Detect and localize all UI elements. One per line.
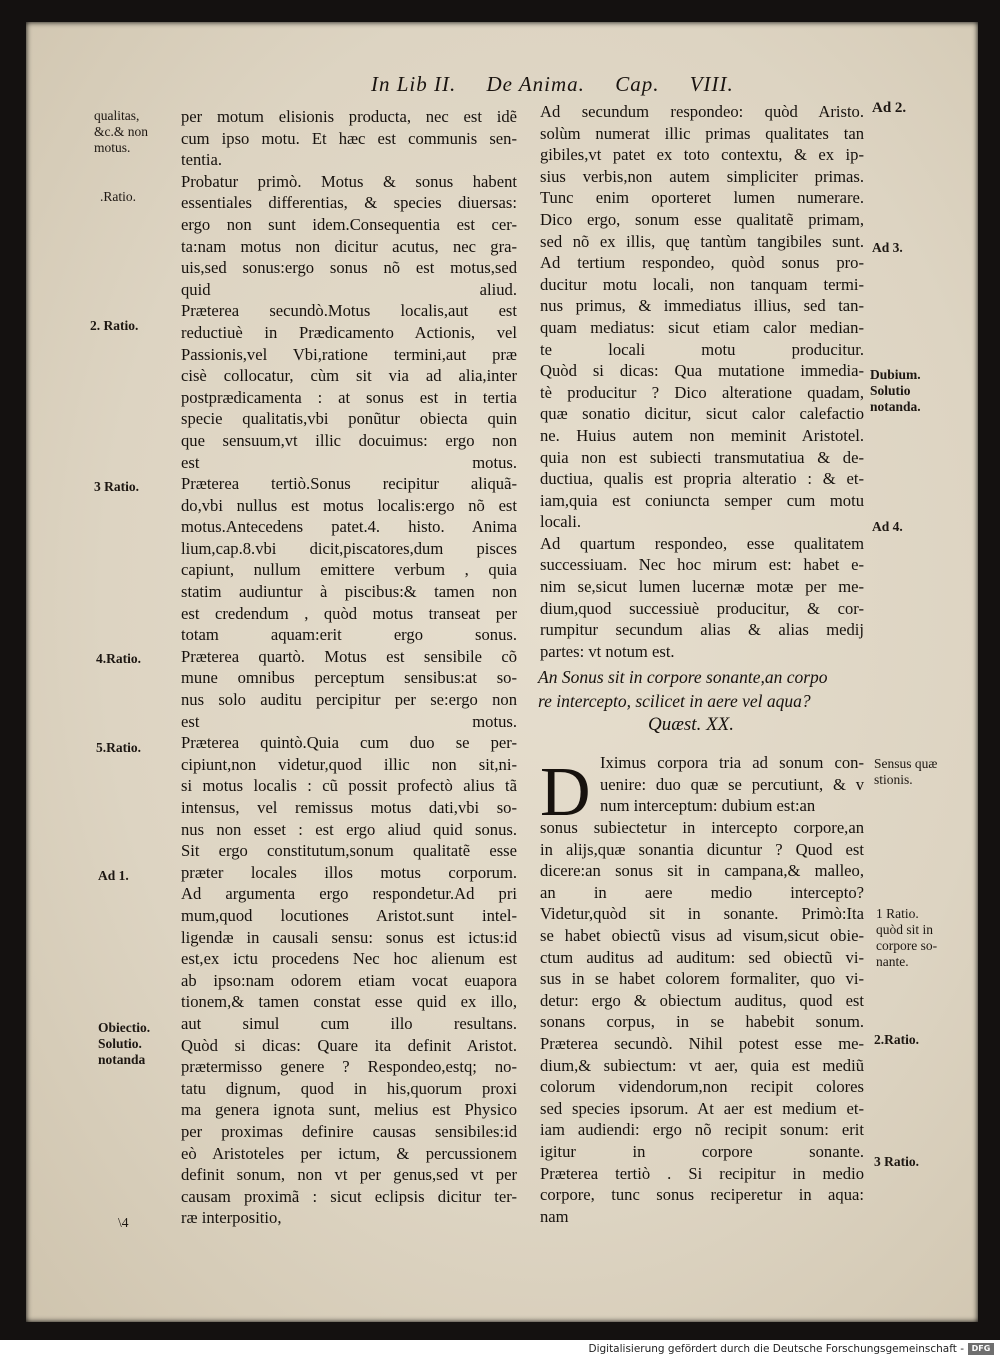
margin-note-sensus bbox=[874, 756, 937, 788]
margin-note-line: nante. bbox=[876, 954, 909, 969]
text-line: lium,cap.8.vbi dicit,piscatores,dum pisces bbox=[181, 538, 517, 558]
text-line: sonans corpus, in se habebit sonum. bbox=[540, 1012, 864, 1032]
text-line: cipiunt,non videtur,quod illic non sit,ni- bbox=[181, 754, 517, 774]
text-line: ab ipso:nam odorem etiam vocat euapora bbox=[181, 970, 517, 990]
margin-note-line: Obiectio. bbox=[98, 1020, 151, 1035]
text-line: que sensuum,vt illic docuimus: ergo non bbox=[181, 430, 517, 450]
footer-credit: Digitalisierung gefördert durch die Deutsche Forschungsgemeinschaft - bbox=[588, 1343, 964, 1355]
book-page bbox=[26, 22, 978, 1322]
question-title-line-1: An Sonus sit in corpore sonante,an corpo bbox=[538, 667, 828, 687]
margin-note-obiectio bbox=[98, 1020, 150, 1068]
right-text-column-bottom bbox=[540, 817, 864, 1227]
text-line: tatu dignum, quod in his,quorum proxi bbox=[181, 1078, 517, 1098]
margin-note-line: corpore so- bbox=[876, 938, 938, 953]
text-line: Ad tertium respondeo, quòd sonus pro- bbox=[540, 253, 864, 273]
text-line: quid aliud. bbox=[181, 279, 517, 299]
text-line: præter locales illos motus corporum. bbox=[181, 862, 517, 882]
text-line: causam proximã : sicut eclipsis dicitur ter- bbox=[181, 1186, 517, 1206]
margin-note-ratio-1 bbox=[876, 906, 937, 970]
text-line: Ad quartum respondeo, esse qualitatem bbox=[540, 533, 864, 553]
text-line: totam aquam:erit ergo sonus. bbox=[181, 625, 517, 645]
text-line: ligendæ in causali sensu: sonus est ictus:id bbox=[181, 927, 517, 947]
dfg-logo: DFG bbox=[968, 1343, 994, 1355]
text-line: nim se,sicut lumen lucernæ motæ per me- bbox=[540, 577, 864, 597]
text-line: iam,quia est coniuncta semper cum motu bbox=[540, 490, 864, 510]
text-line: quæ sonatio dicitur, sicut calor calefactio bbox=[540, 404, 864, 424]
text-line: an in aere medio intercepto? bbox=[540, 882, 864, 902]
text-line: gibiles,vt patet ex toto contextu, & ex ip- bbox=[540, 145, 864, 165]
question-number: Quæst. XX. bbox=[648, 714, 735, 735]
page-signature-mark: \4 bbox=[118, 1215, 129, 1230]
margin-note-line: Sensus quæ bbox=[874, 756, 938, 771]
text-line: corpore, tunc sonus reciperetur in aqua: bbox=[540, 1185, 864, 1205]
text-line: Tunc enim oporteret lumen numerare. bbox=[540, 188, 864, 208]
margin-ad-2: Ad 2. bbox=[872, 100, 907, 116]
text-line: tè producitur ? Dico alteratione quadam, bbox=[540, 382, 864, 402]
right-text-column-top bbox=[540, 101, 864, 662]
text-line: mum,quod locutiones Aristot.sunt intel- bbox=[181, 905, 517, 925]
text-line: aut simul cum illo resultans. bbox=[181, 1013, 517, 1033]
text-line: Præterea secundò. Nihil potest esse me- bbox=[540, 1033, 864, 1053]
text-line: specie qualitatis,vbi ponũtur obiecta quin bbox=[181, 409, 517, 429]
margin-ad-1: Ad 1. bbox=[98, 868, 129, 883]
text-line: Quòd si dicas: Quare ita definit Aristot. bbox=[181, 1035, 517, 1055]
right-text-column-intro bbox=[600, 752, 864, 817]
text-line: ma genera ignota sunt, melius est Physico bbox=[181, 1100, 517, 1120]
margin-note-qualitas bbox=[94, 108, 148, 156]
header-chapter: Cap. bbox=[615, 72, 660, 96]
text-line: Passionis,vel Vbi,ratione termini,aut præ bbox=[181, 344, 517, 364]
margin-ad-3: Ad 3. bbox=[872, 240, 903, 255]
text-line: eò Aristoteles per ictum, & percussionem bbox=[181, 1143, 517, 1163]
text-line: uis,sed sonus:ergo sonus nõ est motus,sed bbox=[181, 258, 517, 278]
text-line: Videtur,quòd sit in sonante. Primò:Ita bbox=[540, 904, 864, 924]
margin-note-line: notanda bbox=[98, 1052, 146, 1067]
margin-note-line: &c.& non bbox=[94, 124, 148, 139]
text-line: sius verbis,non autem simpliciter primas. bbox=[540, 166, 864, 186]
text-line: Præterea tertiò.Sonus recipitur aliquã- bbox=[181, 474, 517, 494]
text-line: essentiales differentias, & species diuersas: bbox=[181, 193, 517, 213]
text-line: detur: ergo & obiectum auditus, quod est bbox=[540, 990, 864, 1010]
text-line: locali. bbox=[540, 512, 582, 532]
text-line: Sit ergo constitutum,sonum qualitatẽ esse bbox=[181, 841, 517, 861]
text-line: per motum elisionis producta, nec est idẽ bbox=[181, 107, 517, 126]
text-line: sonus subiectetur in intercepto corpore,an bbox=[540, 818, 864, 837]
text-line: capiunt, nullum emittere verbum , quia bbox=[181, 560, 517, 580]
text-line: uenire: duo quæ se percutiunt, & v bbox=[600, 774, 864, 794]
margin-note-line: Solutio. bbox=[98, 1036, 142, 1051]
margin-note-line: stionis. bbox=[874, 772, 913, 787]
left-text-column bbox=[181, 106, 517, 1229]
text-line: statim audiuntur à piscibus:& tamen non bbox=[181, 582, 517, 602]
text-line: Quòd si dicas: Qua mutatione immedia- bbox=[540, 361, 864, 381]
margin-ratio-1: .Ratio. bbox=[100, 189, 136, 204]
text-line: in alijs,quæ sonantia dicuntur ? Quod est bbox=[540, 839, 864, 859]
text-line: quia non est subiecti transmutatiua & de- bbox=[540, 447, 864, 467]
margin-note-line: 1 Ratio. bbox=[876, 906, 919, 921]
margin-note-line: Solutio bbox=[870, 383, 911, 398]
text-line: Dico ergo, sonum esse qualitatẽ primam, bbox=[540, 209, 864, 229]
text-line: ta:nam motus non dicitur acutus, nec gra- bbox=[181, 236, 517, 256]
text-line: ctum auditus ad auditum: sed obiectũ vi- bbox=[540, 947, 864, 967]
margin-ratio-3: 3 Ratio. bbox=[94, 479, 139, 494]
drop-capital: D bbox=[540, 754, 591, 831]
text-line: partes: vt notum est. bbox=[540, 641, 675, 661]
text-line: Iximus corpora tria ad sonum con- bbox=[600, 753, 864, 772]
text-line: sed species ipsorum. At aer est medium et- bbox=[540, 1098, 864, 1118]
margin-note-line: quòd sit in bbox=[876, 922, 934, 937]
margin-ad-4: Ad 4. bbox=[872, 519, 903, 534]
text-line: ducitur motu locali, non tanquam termi- bbox=[540, 274, 864, 294]
text-line: cum ipso motu. Et hæc est communis sen- bbox=[181, 128, 517, 148]
text-line: do,vbi nullus est motus localis:ergo nõ est bbox=[181, 495, 517, 515]
text-line: est,ex ictu procedens Nec hoc alienum est bbox=[181, 949, 517, 969]
text-line: mune omnibus perceptum sensibus:at so- bbox=[181, 668, 517, 688]
text-line: dium,& subiectum: vt aer, quia est mediũ bbox=[540, 1055, 864, 1075]
text-line: nus primus, & immediatus illius, sed tan- bbox=[540, 296, 864, 316]
text-line: colorum videndorum,non recipit colores bbox=[540, 1077, 864, 1097]
running-header bbox=[371, 72, 758, 97]
text-line: se habet obiectũ visus ad visum,sicut obie- bbox=[540, 925, 864, 945]
text-line: si motus localis : cũ possit profectò alius tã bbox=[181, 776, 517, 796]
text-line: Præterea quartò. Motus est sensibile cõ bbox=[181, 646, 517, 666]
margin-note-line: qualitas, bbox=[94, 108, 140, 123]
margin-ratio-2: 2. Ratio. bbox=[90, 318, 139, 333]
text-line: reductiuè in Prædicamento Actionis, vel bbox=[181, 322, 517, 342]
footer-bar bbox=[0, 1340, 1000, 1358]
margin-ratio-3-right: 3 Ratio. bbox=[874, 1154, 919, 1169]
margin-note-dubium bbox=[870, 367, 921, 415]
text-line: ræ interpositio, bbox=[181, 1208, 282, 1228]
text-line: per proximas definire causas sensibiles:id bbox=[181, 1121, 517, 1141]
header-chapter-number: VIII. bbox=[689, 72, 734, 96]
text-line: solùm numerat illic primas qualitates tan bbox=[540, 123, 864, 143]
text-line: ergo non sunt idem.Consequentia est cer- bbox=[181, 214, 517, 234]
text-line: Ad secundum respondeo: quòd Aristo. bbox=[540, 102, 864, 121]
margin-ratio-5: 5.Ratio. bbox=[96, 740, 141, 755]
text-line: prætermisso genere ? Respondeo,estq; no- bbox=[181, 1057, 517, 1077]
margin-ratio-2-right: 2.Ratio. bbox=[874, 1032, 919, 1047]
text-line: Ad argumenta ergo respondetur.Ad pri bbox=[181, 884, 517, 904]
text-line: te locali motu producitur. bbox=[540, 339, 864, 359]
text-line: ductiua, qualis est propria alteratio : & et- bbox=[540, 469, 864, 489]
text-line: sus in se habet colorem formaliter, quo vi- bbox=[540, 969, 864, 989]
text-line: est motus. bbox=[181, 452, 517, 472]
question-title-line-2: re intercepto, scilicet in aere vel aqua? bbox=[538, 691, 811, 711]
text-line: nus solo auditu percipitur per se:ergo non bbox=[181, 690, 517, 710]
question-title bbox=[538, 665, 868, 737]
text-line: nus non esset : est ergo aliud quid sonus. bbox=[181, 819, 517, 839]
text-line: est motus. bbox=[181, 711, 517, 731]
text-line: postprædicamenta : at sonus est in tertia bbox=[181, 387, 517, 407]
text-line: sed nõ ex illis, quę tantùm tangibiles sunt. bbox=[540, 231, 864, 251]
margin-ratio-4: 4.Ratio. bbox=[96, 651, 141, 666]
text-line: iam audiendi: ergo nõ recipit sonum: erit bbox=[540, 1120, 864, 1140]
text-line: nam bbox=[540, 1206, 569, 1226]
text-line: definit sonum, non vt per genus,sed vt per bbox=[181, 1165, 517, 1185]
header-title: De Anima. bbox=[486, 72, 585, 96]
text-line: intensus, vel remissus motus dati,vbi so- bbox=[181, 798, 517, 817]
text-line: dicere:an sonus sit in campana,& malleo, bbox=[540, 861, 864, 881]
text-line: Præterea secundò.Motus localis,aut est bbox=[181, 301, 517, 321]
text-line: tentia. bbox=[181, 150, 223, 170]
text-line: igitur in corpore sonante. bbox=[540, 1141, 864, 1161]
text-line: motus.Antecedens patet.4. histo. Anima bbox=[181, 517, 517, 537]
text-line: num interceptum: dubium est:an bbox=[600, 796, 816, 816]
text-line: cisè collocatur, cùm sit via ad alia,inter bbox=[181, 366, 517, 386]
margin-note-line: Dubium. bbox=[870, 367, 921, 382]
margin-note-line: motus. bbox=[94, 140, 131, 155]
text-line: est credendum , quòd motus transeat per bbox=[181, 603, 517, 623]
text-line: dium,quod successiuè producitur, & cor- bbox=[540, 598, 864, 618]
header-book: In Lib II. bbox=[371, 72, 457, 96]
text-line: rumpitur secundum alias & alias medij bbox=[540, 620, 864, 640]
text-line: successiuam. Nec hoc mirum est: habet e- bbox=[540, 555, 864, 575]
text-line: Præterea quintò.Quia cum duo se per- bbox=[181, 733, 517, 753]
text-line: quam mediatus: sicut etiam calor median- bbox=[540, 317, 864, 337]
text-line: Præterea tertiò . Si recipitur in medio bbox=[540, 1163, 864, 1183]
text-line: tionem,& tamen constat esse quid ex illo, bbox=[181, 992, 517, 1012]
margin-note-line: notanda. bbox=[870, 399, 921, 414]
text-line: ne. Huius autem non meminit Aristotel. bbox=[540, 425, 864, 445]
text-line: Probatur primò. Motus & sonus habent bbox=[181, 171, 517, 191]
